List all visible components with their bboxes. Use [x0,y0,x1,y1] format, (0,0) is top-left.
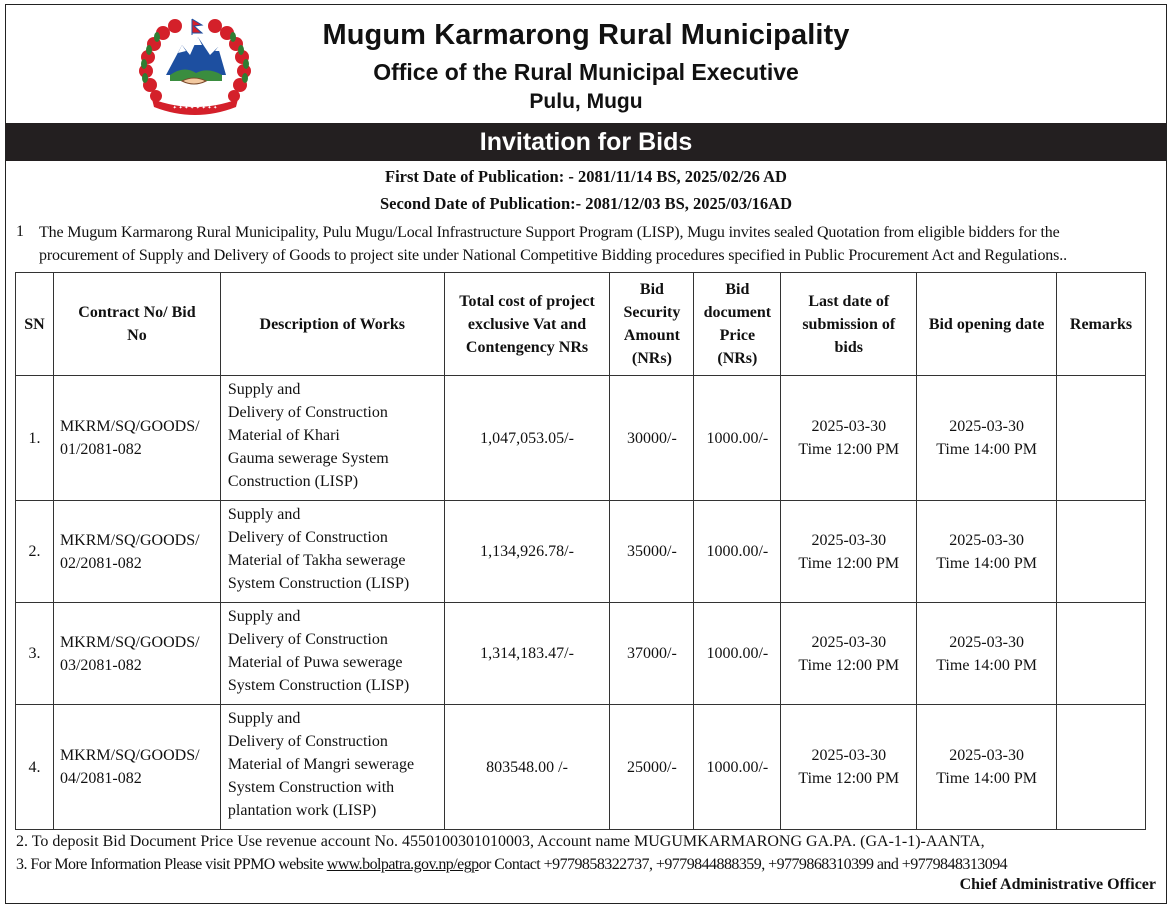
bids-table [15,272,1146,830]
cell-doc-price: 1000.00/- [694,501,781,603]
cell-doc-price: 1000.00/- [694,705,781,830]
note-deposit-account: 2. To deposit Bid Document Price Use revenue account No. 4550100301010003, Account name MUGUMKARMARONG GA.PA. (GA-1-1)-AANTA, [16,833,985,850]
cell-description-line: Supply and [227,381,301,398]
header-remarks: Remarks [1057,273,1146,376]
cell-remarks [1057,705,1146,830]
cell-contract-line: MKRM/SQ/GOODS/ [59,747,200,764]
cell-cost: 1,047,053.05/- [444,376,610,501]
cell-description-line: Supply and [227,506,301,523]
cell-opening-line: Time 14:00 PM [936,554,1037,572]
table-row [16,705,1146,830]
header-contract-line: Contract No/ Bid [78,304,196,321]
intro-number: 1 [16,223,24,240]
intro-paragraph [39,221,1164,267]
cell-opening-line: 2025-03-30 [949,633,1024,651]
municipality-title: Mugum Karmarong Rural Municipality [322,19,850,51]
cell-description-line: Material of Khari [227,427,340,444]
cell-remarks [1057,501,1146,603]
header-last-date-line: submission of [802,315,896,333]
cell-cost: 1,314,183.47/- [444,603,610,705]
cell-last-date-line: Time 12:00 PM [798,656,900,674]
header-cost-line: Total cost of project [459,292,595,310]
cell-last-date-line: 2025-03-30 [811,418,887,435]
second-publication-date: Second Date of Publication:- 2081/12/03 BS, 2025/03/16AD [379,194,793,213]
cell-description [220,603,444,705]
header-doc-price-line: Bid [725,281,750,298]
header-contract-line: No [127,327,147,344]
cell-description-line: plantation work (LISP) [227,802,377,819]
cell-contract-line: 03/2081-082 [59,656,142,674]
cell-last-date [781,705,917,830]
first-publication-date: First Date of Publication: - 2081/11/14 BS, 2025/02/26 AD [385,167,787,186]
cell-last-date-line: 2025-03-30 [811,747,887,764]
cell-last-date-line: 2025-03-30 [811,633,887,651]
cell-sn: 1. [16,376,54,501]
cell-opening-line: Time 14:00 PM [936,656,1037,674]
cell-sn: 2. [16,501,54,603]
header-last-date-line: Last date of [808,292,890,310]
note-contact-numbers: or Contact +9779858322737, +9779844888359, +9779868310399 and +9779848313094 [478,856,1008,873]
header-contract [53,273,220,376]
cell-last-date [781,376,917,501]
svg-text:✦ ✦ ✦ ✦ ✦ ✦ ✦ ✦: ✦ ✦ ✦ ✦ ✦ ✦ ✦ ✦ [172,105,218,111]
header-doc-price-line: (NRs) [717,350,758,367]
cell-description-line: Supply and [227,710,301,727]
note-more-information [16,856,1007,874]
cell-description [220,376,444,501]
cell-description-line: Gauma sewerage System [227,450,389,467]
cell-last-date-line: Time 12:00 PM [798,770,900,787]
header-security-line: Security [623,304,681,321]
cell-description [220,705,444,830]
cell-description-line: Delivery of Construction [227,529,388,546]
cell-cost: 803548.00 /- [444,705,610,830]
cell-opening-line: 2025-03-30 [949,747,1024,764]
header-doc-price-line: Price [719,327,756,344]
cell-security: 35000/- [610,501,694,603]
cell-contract-line: 01/2081-082 [59,441,142,458]
cell-contract-line: MKRM/SQ/GOODS/ [59,418,200,435]
cell-last-date-line: 2025-03-30 [811,531,887,549]
cell-description-line: System Construction with [227,779,395,796]
cell-contract [53,376,220,501]
cell-opening-line: Time 14:00 PM [936,441,1037,458]
location-title: Pulu, Mugu [529,90,643,113]
cell-description-line: Construction (LISP) [227,473,359,490]
cell-contract [53,603,220,705]
table-header-row [16,273,1146,376]
cell-opening-line: 2025-03-30 [949,418,1024,435]
cell-doc-price: 1000.00/- [694,376,781,501]
header-security-line: (NRs) [631,350,672,367]
cell-contract-line: 04/2081-082 [59,770,142,787]
cell-contract [53,501,220,603]
table-row [16,603,1146,705]
office-title: Office of the Rural Municipal Executive [373,59,799,85]
intro-line-1: The Mugum Karmarong Rural Municipality, Pulu Mugu/Local Infrastructure Support Program (LISP), Mugu invites sealed Quotation from eligible bidders for the [39,224,1060,241]
cell-description [220,501,444,603]
cell-contract-line: MKRM/SQ/GOODS/ [59,633,200,651]
header-doc-price [694,273,781,376]
cell-security: 30000/- [610,376,694,501]
cell-opening-date [917,376,1057,501]
cell-description-line: Delivery of Construction [227,631,388,648]
table-row [16,376,1146,501]
cell-last-date [781,501,917,603]
cell-contract [53,705,220,830]
cell-remarks [1057,603,1146,705]
header-cost-line: exclusive Vat and [467,315,587,333]
cell-remarks [1057,376,1146,501]
header-security-line: Amount [623,327,680,344]
invitation-banner: Invitation for Bids [6,123,1166,161]
header-opening-date: Bid opening date [917,273,1057,376]
cell-description-line: System Construction (LISP) [227,575,410,592]
cell-description-line: System Construction (LISP) [227,677,410,694]
header-doc-price-line: document [703,304,772,321]
cell-last-date-line: Time 12:00 PM [798,554,900,572]
cell-last-date [781,603,917,705]
header-last-date-line: bids [834,338,863,356]
cell-description-line: Material of Mangri sewerage [227,756,415,773]
cell-doc-price: 1000.00/- [694,603,781,705]
header-description: Description of Works [220,273,444,376]
cell-opening-date [917,705,1057,830]
cell-description-line: Material of Takha sewerage [227,552,406,569]
cell-sn: 3. [16,603,54,705]
cell-cost: 1,134,926.78/- [444,501,610,603]
cell-description-line: Delivery of Construction [227,404,388,421]
cell-description-line: Delivery of Construction [227,733,388,750]
signature-title: Chief Administrative Officer [959,876,1156,893]
intro-line-2: procurement of Supply and Delivery of Goods to project site under National Competitive Bidding procedures specified in Public Procurement Act and Regulations.. [39,247,1067,264]
cell-security: 37000/- [610,603,694,705]
cell-last-date-line: Time 12:00 PM [798,441,900,458]
cell-contract-line: MKRM/SQ/GOODS/ [59,531,200,549]
table-row [16,501,1146,603]
header-last-date [781,273,917,376]
cell-description-line: Supply and [227,608,301,625]
cell-contract-line: 02/2081-082 [59,554,142,572]
cell-opening-date [917,501,1057,603]
header-sn: SN [16,273,54,376]
header-cost [444,273,610,376]
header-security [610,273,694,376]
bid-notice-page [5,4,1167,904]
cell-description-line: Material of Puwa sewerage [227,654,403,671]
header-cost-line: Contengency NRs [465,338,589,356]
note-more-info-prefix: 3. For More Information Please visit PPMO website [16,856,327,873]
ppmo-website-link[interactable]: www.bolpatra.gov.np/egp [326,856,479,873]
cell-opening-date [917,603,1057,705]
cell-opening-line: Time 14:00 PM [936,770,1037,787]
cell-security: 25000/- [610,705,694,830]
header-security-line: Bid [639,281,664,298]
cell-sn: 4. [16,705,54,830]
cell-opening-line: 2025-03-30 [949,531,1024,549]
